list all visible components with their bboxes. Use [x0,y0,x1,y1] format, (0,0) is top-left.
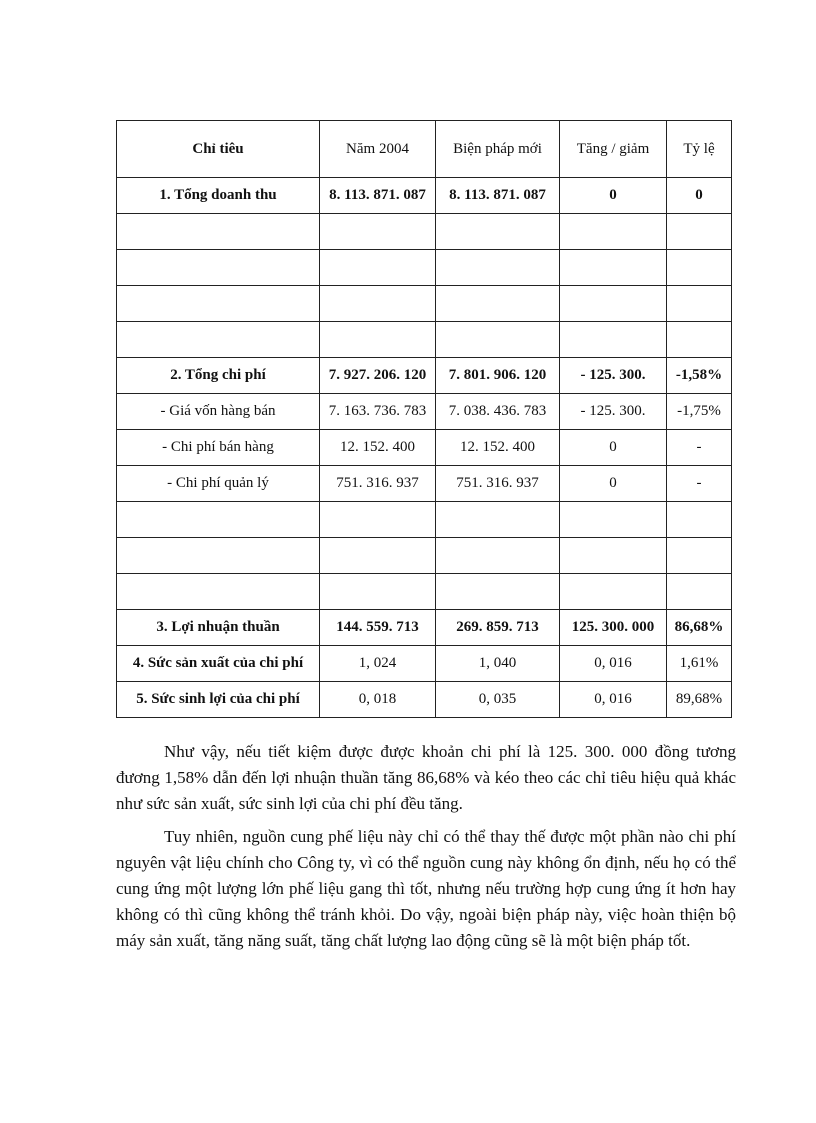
comparison-table [116,120,732,718]
table-row [117,682,732,718]
cell-rate: -1,75% [667,394,732,430]
empty-row [117,286,732,322]
cell-diff: 0 [560,430,667,466]
cell-2004: 12. 152. 400 [320,430,436,466]
header-ty-le: Tỷ lệ [667,121,732,178]
cell-new: 0, 035 [436,682,560,718]
row-label: - Giá vốn hàng bán [117,394,320,430]
row-label: 4. Sức sản xuất của chi phí [117,646,320,682]
empty-row [117,574,732,610]
cell-2004: 1, 024 [320,646,436,682]
table-row [117,394,732,430]
row-label: 3. Lợi nhuận thuần [117,610,320,646]
row-label: - Chi phí bán hàng [117,430,320,466]
empty-row [117,322,732,358]
cell-new: 12. 152. 400 [436,430,560,466]
table-row [117,646,732,682]
cell-diff: 0, 016 [560,646,667,682]
paragraph-summary: Như vậy, nếu tiết kiệm được được khoản chi phí là 125. 300. 000 đồng tương đương 1,58% dẫn đến lợi nhuận thuần tăng 86,68% và kéo theo các chỉ tiêu hiệu quả khác như sức sản xuất, sức sinh lợi của chi phí đều tăng. [116,742,736,813]
cell-rate: 86,68% [667,610,732,646]
cell-new: 7. 801. 906. 120 [436,358,560,394]
cell-diff: - 125. 300. [560,358,667,394]
row-label: - Chi phí quản lý [117,466,320,502]
empty-row [117,502,732,538]
cell-2004: 8. 113. 871. 087 [320,178,436,214]
header-tang-giam: Tăng / giảm [560,121,667,178]
cell-2004: 144. 559. 713 [320,610,436,646]
empty-row [117,250,732,286]
cell-rate: 0 [667,178,732,214]
paragraph-discussion: Tuy nhiên, nguồn cung phế liệu này chỉ có thể thay thế được một phần nào chi phí nguyên vật liệu chính cho Công ty, vì có thể nguồn cung này không ổn định, nếu họ có thể cung ứng một lượng lớn phế liệu gang thì tốt, nhưng nếu trường hợp cung ứng ít hơn hay không có thì cũng không thể tránh khỏi. Do vậy, ngoài biện pháp này, việc hoàn thiện bộ máy sản xuất, tăng năng suất, tăng chất lượng lao động cũng sẽ là một biện pháp tốt. [116,827,736,950]
header-chi-tieu: Chỉ tiêu [117,121,320,178]
table-row [117,610,732,646]
header-bien-phap-moi: Biện pháp mới [436,121,560,178]
cell-diff: - 125. 300. [560,394,667,430]
cell-rate: - [667,430,732,466]
row-label: 2. Tổng chi phí [117,358,320,394]
header-nam-2004: Năm 2004 [320,121,436,178]
cell-2004: 751. 316. 937 [320,466,436,502]
empty-row [117,538,732,574]
cell-2004: 0, 018 [320,682,436,718]
cell-diff: 0 [560,178,667,214]
cell-rate: 89,68% [667,682,732,718]
cell-diff: 125. 300. 000 [560,610,667,646]
cell-2004: 7. 927. 206. 120 [320,358,436,394]
cell-new: 1, 040 [436,646,560,682]
table-row [117,178,732,214]
cell-diff: 0 [560,466,667,502]
empty-row [117,214,732,250]
cell-new: 8. 113. 871. 087 [436,178,560,214]
cell-rate: -1,58% [667,358,732,394]
table-header-row [117,121,732,178]
table-row [117,430,732,466]
cell-rate: 1,61% [667,646,732,682]
row-label: 1. Tổng doanh thu [117,178,320,214]
table-row [117,466,732,502]
row-label: 5. Sức sinh lợi của chi phí [117,682,320,718]
cell-new: 7. 038. 436. 783 [436,394,560,430]
table-row [117,358,732,394]
cell-rate: - [667,466,732,502]
cell-new: 269. 859. 713 [436,610,560,646]
cell-2004: 7. 163. 736. 783 [320,394,436,430]
cell-new: 751. 316. 937 [436,466,560,502]
cell-diff: 0, 016 [560,682,667,718]
